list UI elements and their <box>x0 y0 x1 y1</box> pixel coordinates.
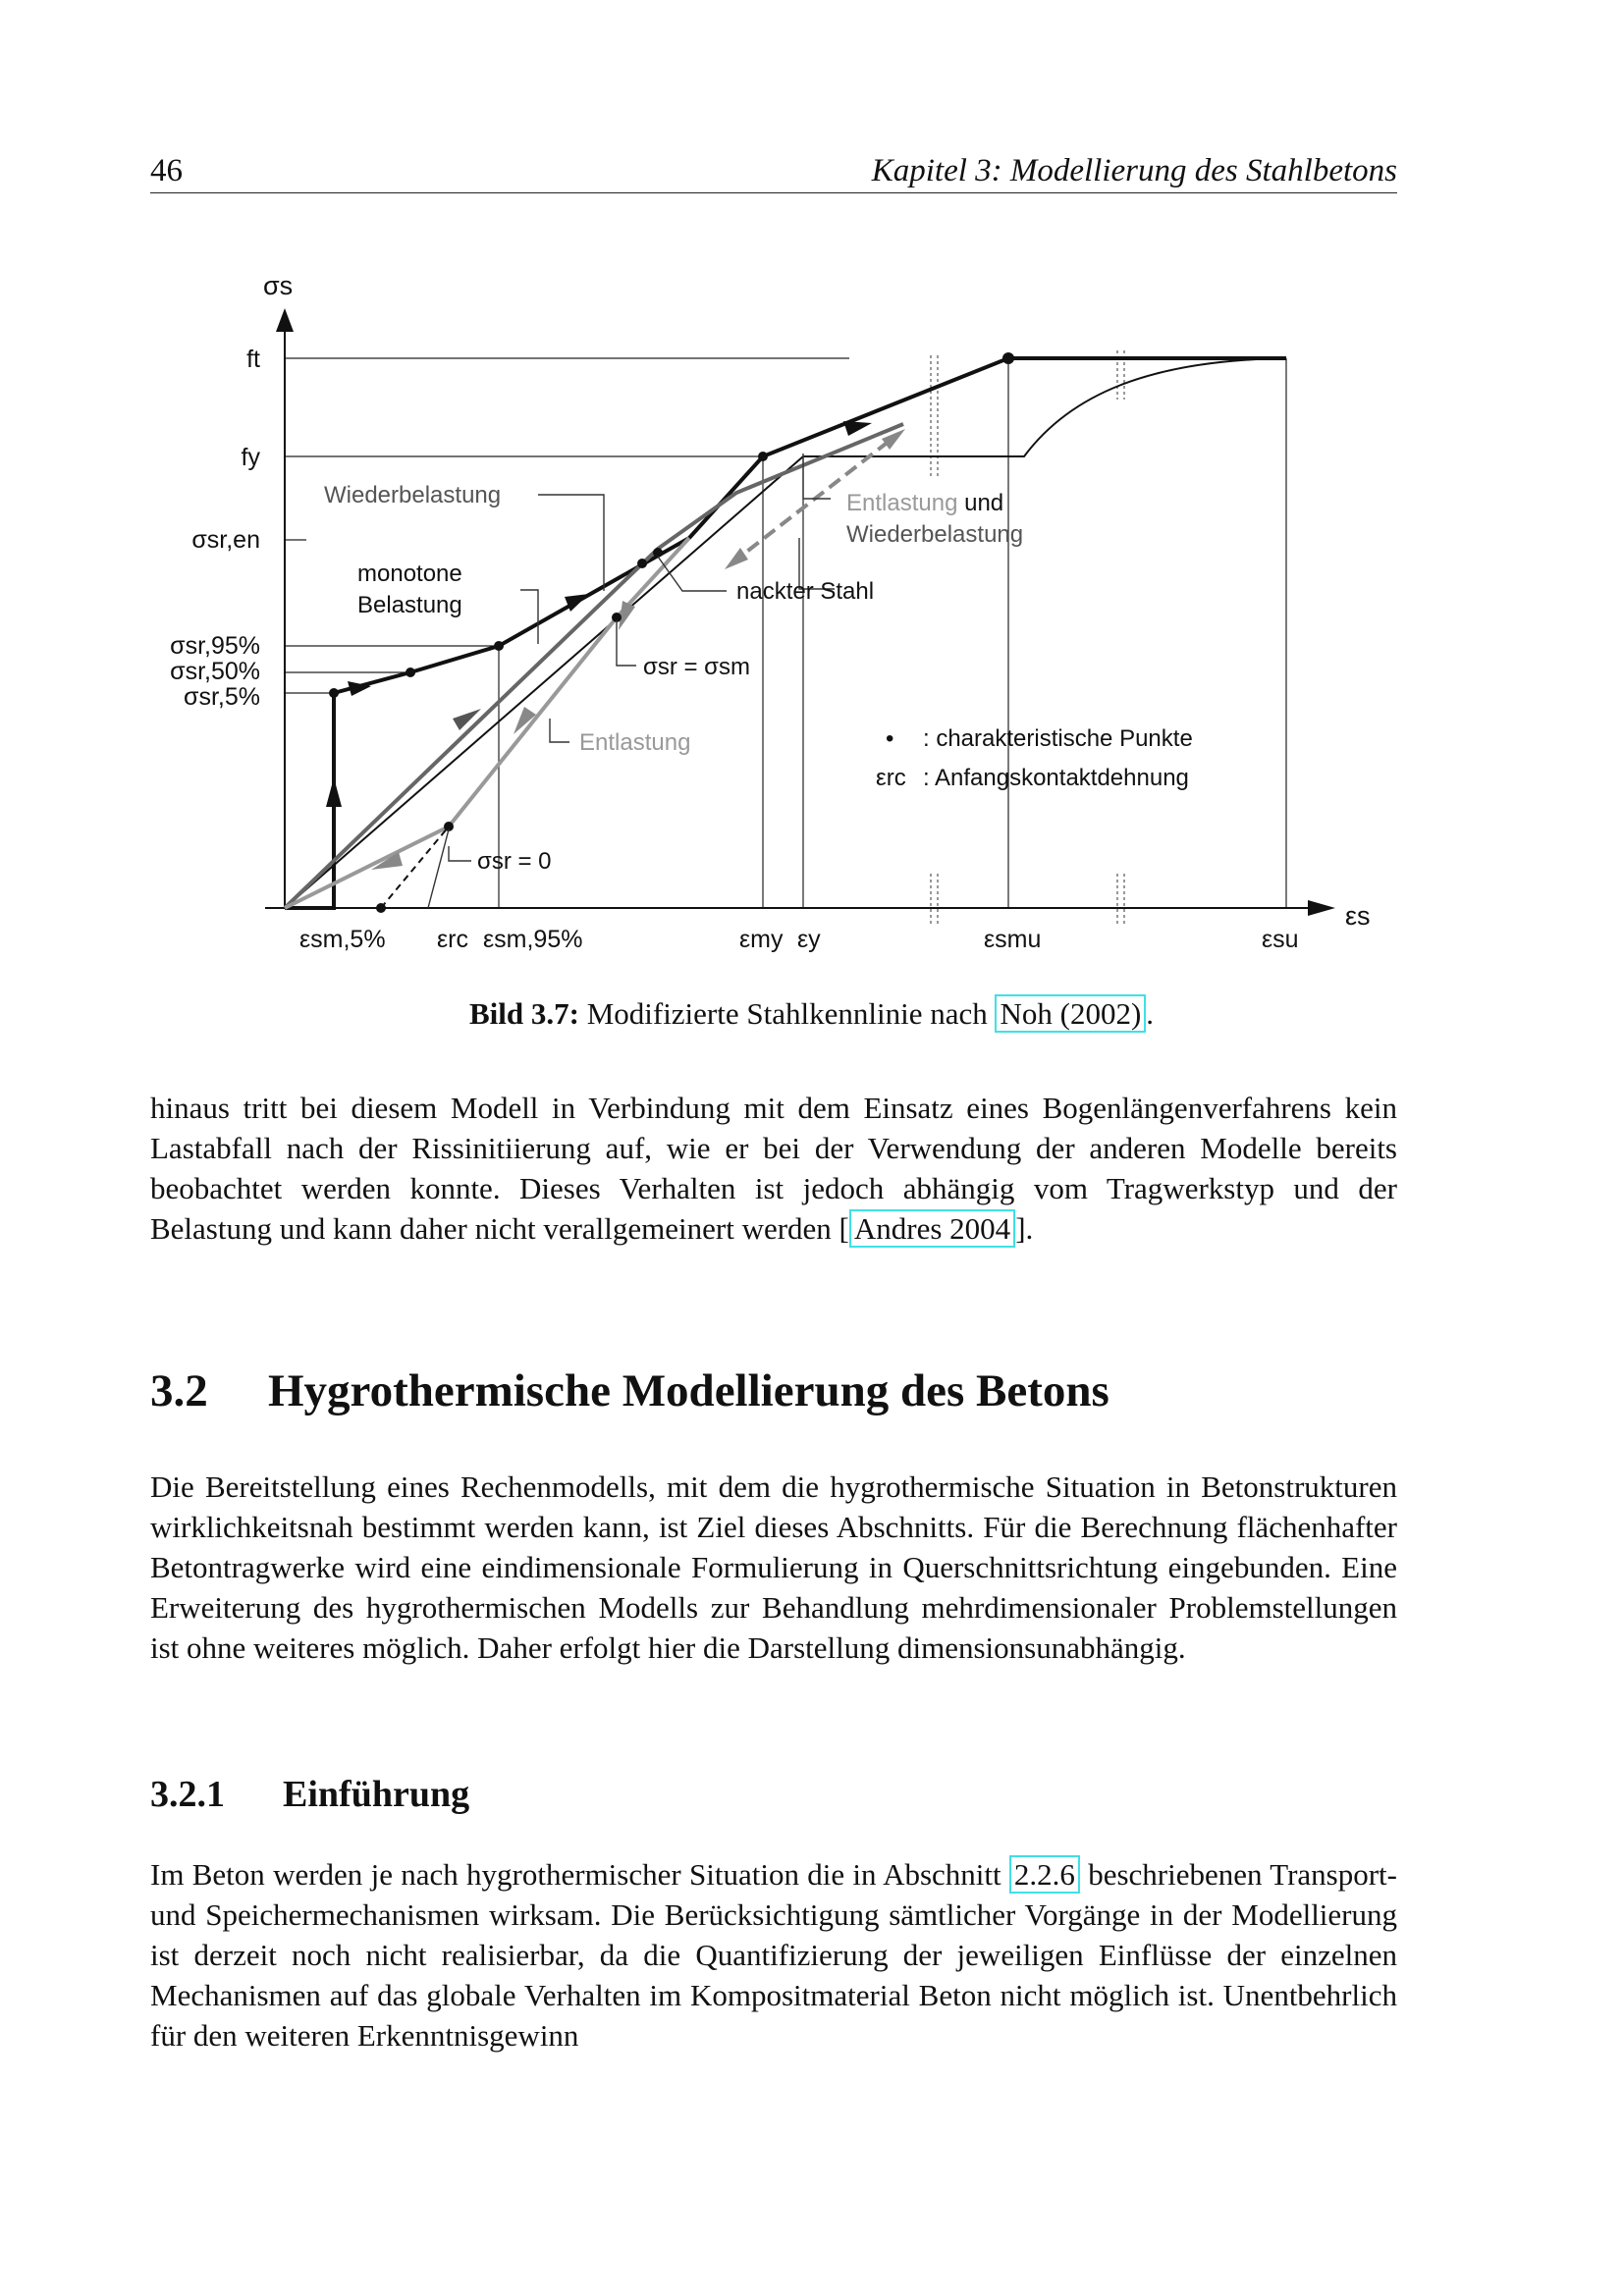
section-number: 3.2 <box>150 1365 208 1416</box>
y-tick-sr95: σsr,95% <box>170 632 260 660</box>
y-tick-sren: σsr,en <box>191 526 260 554</box>
page-number: 46 <box>150 153 183 188</box>
y-tick-fy: fy <box>241 444 260 471</box>
paragraph-continuation <box>150 1088 1397 1249</box>
paragraph1-end: ]. <box>1015 1211 1034 1246</box>
y-axis-arrow-icon <box>276 308 294 332</box>
label-sr-eq-sm: σsr = σsm <box>643 654 750 680</box>
citation-link-andres[interactable]: Andres 2004 <box>849 1209 1015 1248</box>
x-axis-arrow-icon <box>1308 900 1335 916</box>
caption-end: . <box>1146 996 1155 1031</box>
naked-steel-curve <box>285 358 1286 908</box>
label-wiederbelastung: Wiederbelastung <box>324 482 502 508</box>
paragraph-section-intro: Die Bereitstellung eines Rechenmodells, mit dem die hygrothermische Situation in Betonstrukturen wirklichkeitsnah bestimmt werden kann, ist Ziel dieses Abschnitts. Für die Berechnung flächenhafter Betontragwerke wird eine eindimensionale Formulierung in Querschnittsrichtung eingebunden. Eine Erweiterung des hygrothermischen Modells zur Behandlung mehrdimensionaler Problemstellungen ist ohne weiteres möglich. Daher erfolgt hier die Darstellung dimensionsunabhängig. <box>150 1469 1397 1665</box>
legend-point-symbol: • <box>886 725 894 752</box>
label-sr-zero: σsr = 0 <box>477 848 552 875</box>
label-entlastung: Entlastung <box>579 729 691 756</box>
caption-text: Modifizierte Stahlkennlinie nach <box>578 996 996 1031</box>
chapter-title: Kapitel 3: Modellierung des Stahlbetons <box>871 153 1397 188</box>
label-entlastung-und <box>846 490 1003 516</box>
characteristic-points <box>329 352 1014 913</box>
paragraph1-text: hinaus tritt bei diesem Modell in Verbindung mit dem Einsatz eines Bogenlängenverfahrens kein Lastabfall nach der Rissinitiierung auf, wie er bei der Verwendung der anderen Modelle bereits beobachtet werden konnte. Dieses Verhalten ist jedoch abhängig vom Tragwerkstyp und der Belastung und kann daher nicht verallgemeinert werden [ <box>150 1091 1397 1246</box>
y-tick-ft: ft <box>246 346 260 373</box>
label-monotone-line1: monotone <box>357 561 462 587</box>
x-tick-rc: εrc <box>437 926 468 953</box>
figure-svg <box>147 257 1384 964</box>
x-tick-su: εsu <box>1262 926 1299 953</box>
x-tick-y: εy <box>797 926 821 953</box>
caption-citation-link[interactable]: Noh (2002) <box>995 994 1146 1033</box>
legend-point-text: : charakteristische Punkte <box>923 725 1193 752</box>
section-reference-link[interactable]: 2.2.6 <box>1009 1855 1080 1894</box>
figure-caption <box>0 996 1623 1032</box>
vertical-loading-arrow-icon <box>326 777 342 807</box>
x-tick-sm5: εsm,5% <box>299 926 386 953</box>
caption-label: Bild 3.7: <box>468 996 579 1031</box>
y-tick-sr50: σsr,50% <box>170 658 260 685</box>
y-axis-label: σs <box>263 271 294 300</box>
paragraph-introduction <box>150 1854 1397 2056</box>
figure-steel-characteristic <box>147 257 1384 964</box>
section-heading <box>150 1364 1109 1417</box>
label-und: und <box>957 490 1004 516</box>
figure-legend <box>876 725 1193 791</box>
label-entlastung-grey: Entlastung <box>846 490 958 516</box>
paragraph3-text-after: beschriebenen Transport- und Speichermechanismen wirksam. Die Berücksichtigung sämtlicher Vorgänge in der Modellierung ist derzeit noch nicht realisierbar, da die Quantifizierung der jeweiligen Einflüsse der einzelnen Mechanismen auf das globale Verhalten im Kompositmaterial Beton nicht möglich ist. Unentbehrlich für den weiteren Erkenntnisgewinn <box>150 1857 1397 2053</box>
legend-rc-text: : Anfangskontaktdehnung <box>923 765 1189 791</box>
x-axis-label: εs <box>1345 901 1371 931</box>
label-wiederbelastung-2: Wiederbelastung <box>846 521 1024 548</box>
section-title: Hygrothermische Modellierung des Betons <box>268 1365 1109 1416</box>
x-tick-my: εmy <box>739 926 784 953</box>
paragraph3-text-before: Im Beton werden je nach hygrothermischer Situation die in Abschnitt <box>150 1857 1009 1892</box>
label-monotone-line2: Belastung <box>357 592 462 618</box>
subsection-title: Einführung <box>283 1774 470 1815</box>
running-header <box>150 147 1397 193</box>
x-tick-sm95: εsm,95% <box>483 926 583 953</box>
subsection-number: 3.2.1 <box>150 1774 225 1815</box>
subsection-heading <box>150 1773 469 1816</box>
y-tick-sr5: σsr,5% <box>184 683 260 711</box>
x-tick-smu: εsmu <box>984 926 1042 953</box>
monotone-loading-curve <box>285 358 1286 908</box>
legend-rc-symbol: εrc <box>876 765 906 791</box>
label-nackter-stahl: nackter Stahl <box>736 578 875 605</box>
